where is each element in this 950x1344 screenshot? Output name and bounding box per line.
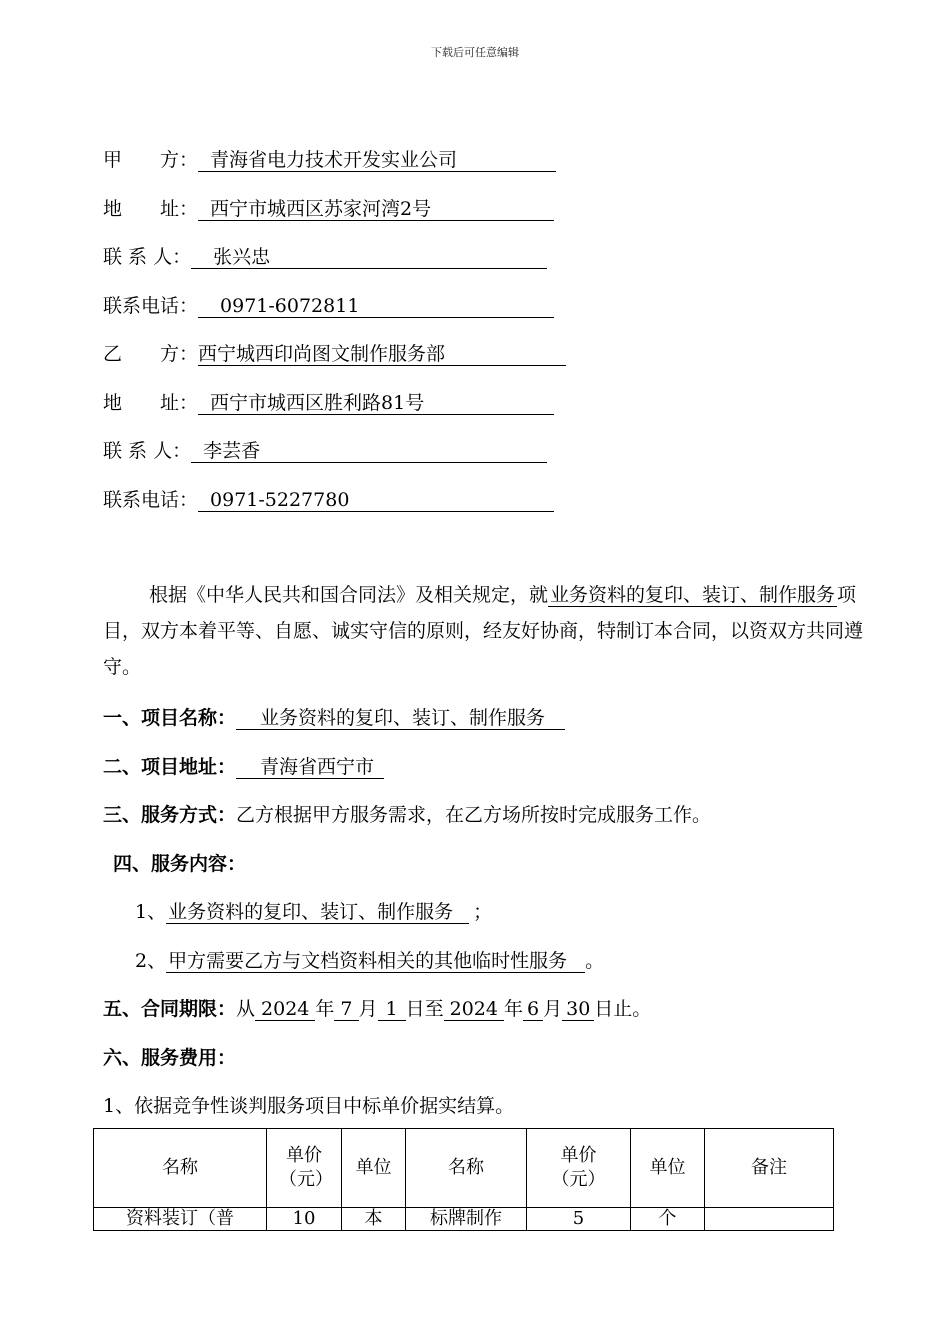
fee-cell-unit: 本 <box>342 1208 406 1231</box>
page-header-note: 下载后可任意编辑 <box>431 46 519 59</box>
fee-cell-remark <box>705 1208 834 1231</box>
fee-cell-price: 10 <box>267 1208 342 1231</box>
section-contract-term <box>103 997 651 1021</box>
term-end-day: 30 <box>562 998 594 1021</box>
party-b-contact-line <box>103 439 547 463</box>
term-from: 从 <box>236 998 256 1020</box>
party-a-phone-label: 联系电话： <box>103 295 199 317</box>
party-a-name-label: 甲 方： <box>103 149 199 171</box>
intro-project: 业务资料的复印、装订、制作服务 <box>550 584 836 606</box>
section-4-item-1-text: 业务资料的复印、装订、制作服务 <box>166 901 469 924</box>
party-b-phone-label: 联系电话： <box>103 489 199 511</box>
party-a-address-label: 地 址： <box>103 198 199 220</box>
party-a-name: 青海省电力技术开发实业公司 <box>198 149 556 172</box>
section-4-item-1-end: ； <box>473 901 493 923</box>
term-year-word: 年 <box>315 998 335 1020</box>
section-project-name <box>103 706 565 730</box>
intro-paragraph <box>103 577 873 685</box>
party-b-name-line <box>103 342 566 366</box>
party-b-contact-label: 联 系 人： <box>103 440 192 462</box>
section-5-label: 五、合同期限： <box>103 998 237 1020</box>
section-service-method <box>103 803 711 827</box>
fee-header-price-text: 单价（元） <box>279 1145 333 1190</box>
party-a-phone: 0971-6072811 <box>198 295 554 318</box>
fee-cell-unit-2: 个 <box>631 1208 705 1231</box>
fee-table-header-row <box>94 1129 834 1208</box>
intro-before: 根据《中华人民共和国合同法》及相关规定，就 <box>149 584 549 606</box>
term-month-word: 月 <box>358 998 378 1020</box>
fee-header-unit-2: 单位 <box>631 1129 705 1208</box>
party-b-address-line <box>103 391 554 415</box>
term-start-day: 1 <box>378 998 406 1021</box>
fee-table <box>93 1128 834 1231</box>
party-b-address: 西宁市城西区胜利路81号 <box>198 392 554 415</box>
section-4-item-2-text: 甲方需要乙方与文档资料相关的其他临时性服务 <box>166 950 585 973</box>
term-end-month: 6 <box>523 998 543 1021</box>
party-b-name: 西宁城西印尚图文制作服务部 <box>198 343 566 366</box>
term-start-year: 2024 <box>255 998 315 1021</box>
section-3-label: 三、服务方式： <box>103 804 237 826</box>
fee-header-name-2: 名称 <box>406 1129 527 1208</box>
term-month-word-2: 月 <box>543 998 563 1020</box>
fee-header-price-2-text: 单价（元） <box>551 1145 606 1190</box>
section-2-label: 二、项目地址： <box>103 756 237 778</box>
section-6-label: 六、服务费用： <box>103 1047 237 1069</box>
party-a-name-line <box>103 148 556 172</box>
party-a-phone-line <box>103 294 554 318</box>
term-end-year: 2024 <box>444 998 504 1021</box>
table-row <box>94 1208 834 1231</box>
party-b-contact: 李芸香 <box>191 440 547 463</box>
intro-after: 项目，双方本着平等、自愿、诚实守信的原则，经友好协商，特制订本合同，以资双方共同遵守。 <box>103 584 864 678</box>
section-4-item-1-num: 1、 <box>135 901 167 923</box>
section-2-value: 青海省西宁市 <box>236 756 384 779</box>
term-year-word-2: 年 <box>503 998 523 1020</box>
fee-cell-price-2: 5 <box>527 1208 631 1231</box>
section-1-label: 一、项目名称： <box>103 707 237 729</box>
section-4-item-2-num: 2、 <box>135 950 167 972</box>
fee-cell-name-2: 标牌制作 <box>406 1208 527 1231</box>
section-4-item-2 <box>135 949 604 973</box>
fee-header-remark: 备注 <box>705 1129 834 1208</box>
section-4-label: 四、服务内容： <box>113 853 247 875</box>
section-project-address <box>103 755 384 779</box>
party-b-name-label: 乙 方： <box>103 343 199 365</box>
fee-header-unit: 单位 <box>342 1129 406 1208</box>
party-b-address-label: 地 址： <box>103 392 199 414</box>
fee-header-price-2 <box>527 1129 631 1208</box>
section-3-value: 乙方根据甲方服务需求，在乙方场所按时完成服务工作。 <box>236 804 712 826</box>
section-4-item-2-end: 。 <box>585 950 605 972</box>
party-b-phone-line <box>103 488 554 512</box>
party-a-contact-line <box>103 245 547 269</box>
party-b-phone: 0971-5227780 <box>198 489 554 512</box>
fee-cell-name: 资料装订（普 <box>94 1208 267 1231</box>
section-6-item-1: 1、依据竞争性谈判服务项目中标单价据实结算。 <box>103 1095 515 1117</box>
party-a-address: 西宁市城西区苏家河湾2号 <box>198 198 554 221</box>
party-a-address-line <box>103 197 554 221</box>
section-4-item-1 <box>135 900 492 924</box>
party-a-contact: 张兴忠 <box>191 246 547 269</box>
term-start-month: 7 <box>334 998 358 1021</box>
fee-header-name: 名称 <box>94 1129 267 1208</box>
section-1-value: 业务资料的复印、装订、制作服务 <box>236 707 565 730</box>
fee-header-price <box>267 1129 342 1208</box>
term-end-word: 日止。 <box>594 998 652 1020</box>
party-a-contact-label: 联 系 人： <box>103 246 192 268</box>
term-to: 日至 <box>405 998 444 1020</box>
